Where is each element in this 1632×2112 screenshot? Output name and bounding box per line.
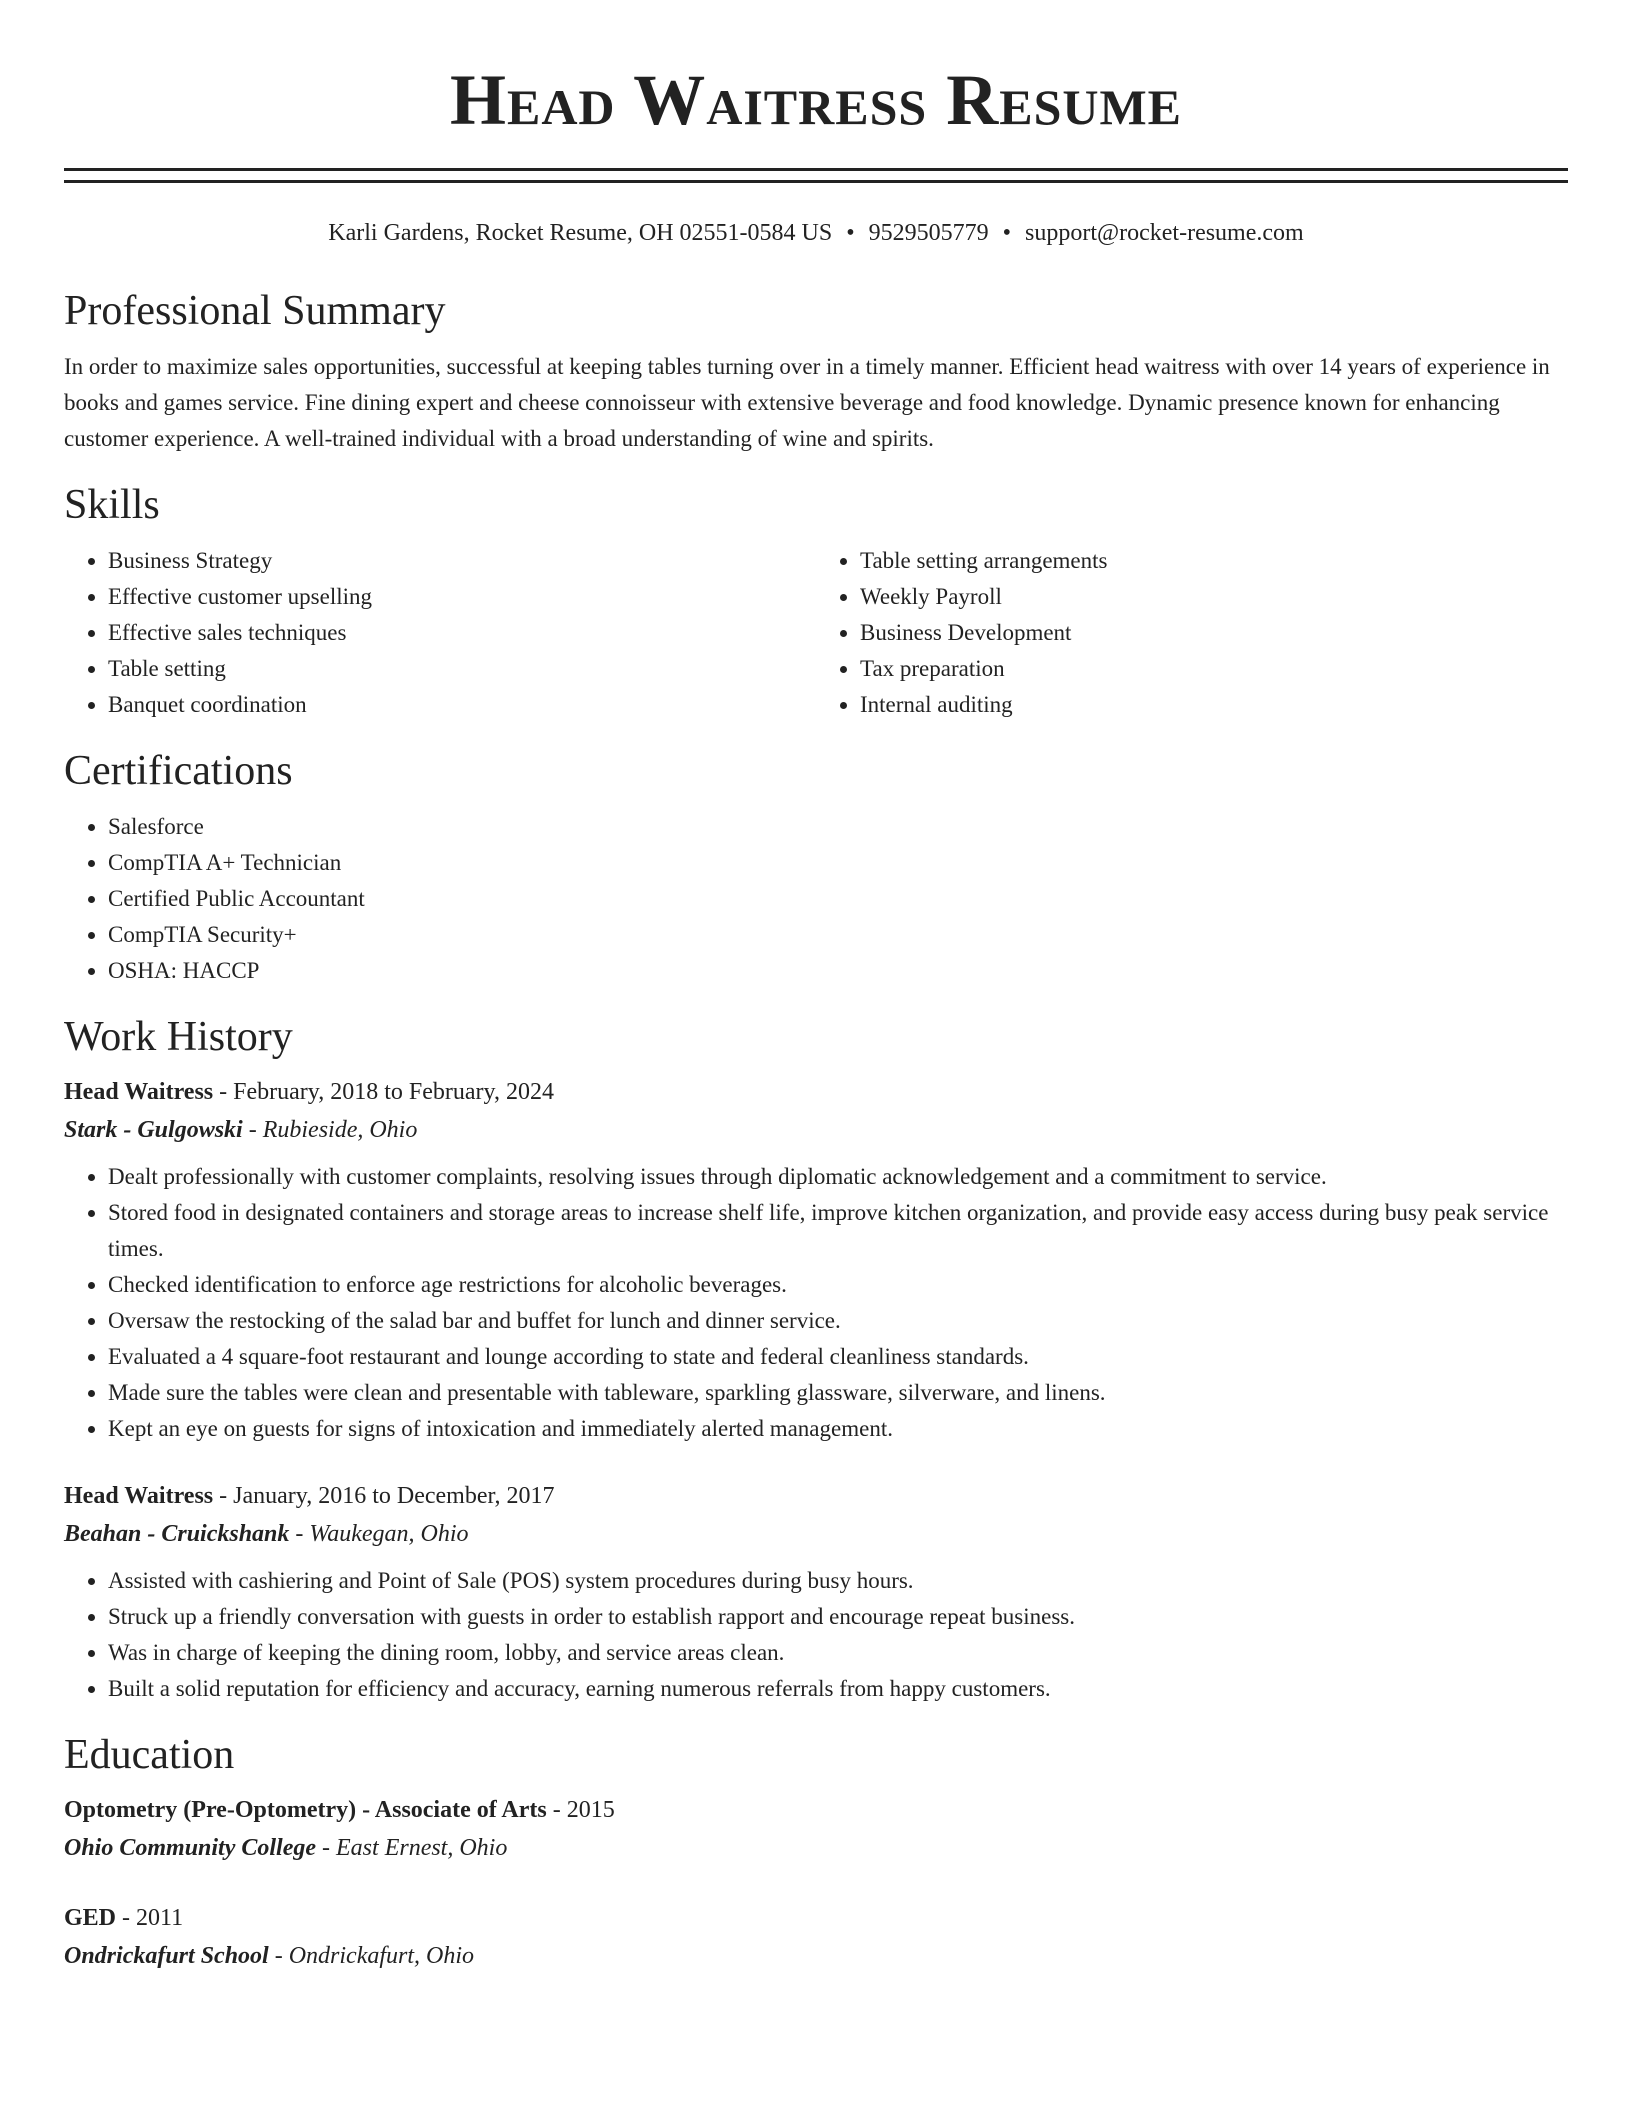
skills-list-left: [64, 543, 816, 723]
job-dates: - February, 2018 to February, 2024: [213, 1079, 554, 1105]
job-duty: • Made sure the tables were clean and presentable with tableware, sparkling glassware, silverware, and linens.: [108, 1375, 1568, 1411]
resume-page: [64, 0, 1568, 1975]
contact-separator: •: [1002, 220, 1012, 246]
skill-item: • Business Strategy: [108, 543, 816, 579]
certification-item: • OSHA: HACCP: [108, 953, 1568, 989]
job-title-line: [64, 1073, 1568, 1111]
degree-name: Optometry (Pre-Optometry) - Associate of Arts: [64, 1797, 547, 1823]
certifications-list: [64, 809, 1568, 989]
job-location: - Rubieside, Ohio: [242, 1117, 418, 1143]
summary-text: In order to maximize sales opportunities, successful at keeping tables turning over in a timely manner. Efficient head waitress with over 14 years of experience in books and games service. Fine dining expert and cheese connoisseur with extensive beverage and food knowledge. Dynamic presence known for enhancing customer experience. A well-trained individual with a broad understanding of wine and spirits.: [64, 354, 1550, 451]
school-location: - East Ernest, Ohio: [316, 1835, 508, 1861]
summary-section: [64, 285, 1568, 457]
degree-year: - 2015: [546, 1797, 615, 1823]
education-heading: Education: [64, 1732, 235, 1778]
school-name: Ohio Community College: [64, 1835, 317, 1861]
skill-item: • Business Development: [860, 615, 1568, 651]
page-title: Head Waitress Resume: [449, 60, 1183, 140]
job-duties-list: [64, 1563, 1568, 1707]
job-title: Head Waitress: [64, 1483, 214, 1509]
school-name: Ondrickafurt School: [64, 1943, 269, 1969]
title-double-rule: [64, 168, 1568, 183]
skills-heading: Skills: [64, 482, 160, 528]
skill-item: • Effective sales techniques: [108, 615, 816, 651]
job-location: - Waukegan, Ohio: [289, 1521, 469, 1547]
skills-columns: [64, 543, 1568, 723]
certification-item: • CompTIA A+ Technician: [108, 845, 1568, 881]
skill-item: • Table setting arrangements: [860, 543, 1568, 579]
skill-item: • Weekly Payroll: [860, 579, 1568, 615]
job-entry: [64, 1073, 1568, 1447]
degree-line: [64, 1791, 1568, 1829]
job-company-line: [64, 1111, 1568, 1149]
work-history-heading: Work History: [64, 1014, 293, 1060]
certifications-heading: Certifications: [64, 748, 293, 794]
contact-email: support@rocket-resume.com: [1025, 220, 1304, 246]
skills-section: [64, 479, 1568, 723]
job-duty: • Kept an eye on guests for signs of intoxication and immediately alerted management.: [108, 1411, 1568, 1447]
job-title-line: [64, 1477, 1568, 1515]
job-company: Stark - Gulgowski: [64, 1117, 243, 1143]
contact-phone: 9529505779: [868, 220, 989, 246]
job-dates: - January, 2016 to December, 2017: [213, 1483, 555, 1509]
job-duty: • Dealt professionally with customer complaints, resolving issues through diplomatic acknowledgement and a commitment to service.: [108, 1159, 1568, 1195]
education-section: [64, 1729, 1568, 1975]
job-duty: • Evaluated a 4 square-foot restaurant and lounge according to state and federal cleanliness standards.: [108, 1339, 1568, 1375]
skills-list-right: [816, 543, 1568, 723]
job-duty: • Checked identification to enforce age restrictions for alcoholic beverages.: [108, 1267, 1568, 1303]
job-duty: • Stored food in designated containers and storage areas to increase shelf life, improve kitchen organization, and provide easy access during busy peak service times.: [108, 1195, 1568, 1267]
certifications-section: [64, 745, 1568, 989]
job-duty: • Assisted with cashiering and Point of Sale (POS) system procedures during busy hours.: [108, 1563, 1568, 1599]
skill-item: • Internal auditing: [860, 687, 1568, 723]
summary-heading: Professional Summary: [64, 288, 446, 334]
job-duty: • Was in charge of keeping the dining room, lobby, and service areas clean.: [108, 1635, 1568, 1671]
certification-item: • Salesforce: [108, 809, 1568, 845]
skill-item: • Table setting: [108, 651, 816, 687]
skill-item: • Effective customer upselling: [108, 579, 816, 615]
skill-item: • Banquet coordination: [108, 687, 816, 723]
school-line: [64, 1937, 1568, 1975]
degree-name: GED: [64, 1905, 117, 1931]
education-entry: [64, 1899, 1568, 1975]
school-line: [64, 1829, 1568, 1867]
skill-item: • Tax preparation: [860, 651, 1568, 687]
job-company: Beahan - Cruickshank: [64, 1521, 290, 1547]
job-duty: • Oversaw the restocking of the salad bar and buffet for lunch and dinner service.: [108, 1303, 1568, 1339]
job-title: Head Waitress: [64, 1079, 214, 1105]
degree-year: - 2011: [116, 1905, 184, 1931]
contact-separator: •: [846, 220, 855, 246]
contact-line: [64, 217, 1568, 249]
certification-item: • Certified Public Accountant: [108, 881, 1568, 917]
job-company-line: [64, 1515, 1568, 1553]
school-location: - Ondrickafurt, Ohio: [268, 1943, 475, 1969]
job-duties-list: [64, 1159, 1568, 1447]
education-entry: [64, 1791, 1568, 1867]
work-history-section: [64, 1011, 1568, 1707]
contact-address: Karli Gardens, Rocket Resume, OH 02551-0584 US: [328, 220, 833, 246]
job-entry: [64, 1477, 1568, 1707]
job-duty: • Built a solid reputation for efficiency and accuracy, earning numerous referrals from happy customers.: [108, 1671, 1568, 1707]
degree-line: [64, 1899, 1568, 1937]
certification-item: • CompTIA Security+: [108, 917, 1568, 953]
job-duty: • Struck up a friendly conversation with guests in order to establish rapport and encourage repeat business.: [108, 1599, 1568, 1635]
